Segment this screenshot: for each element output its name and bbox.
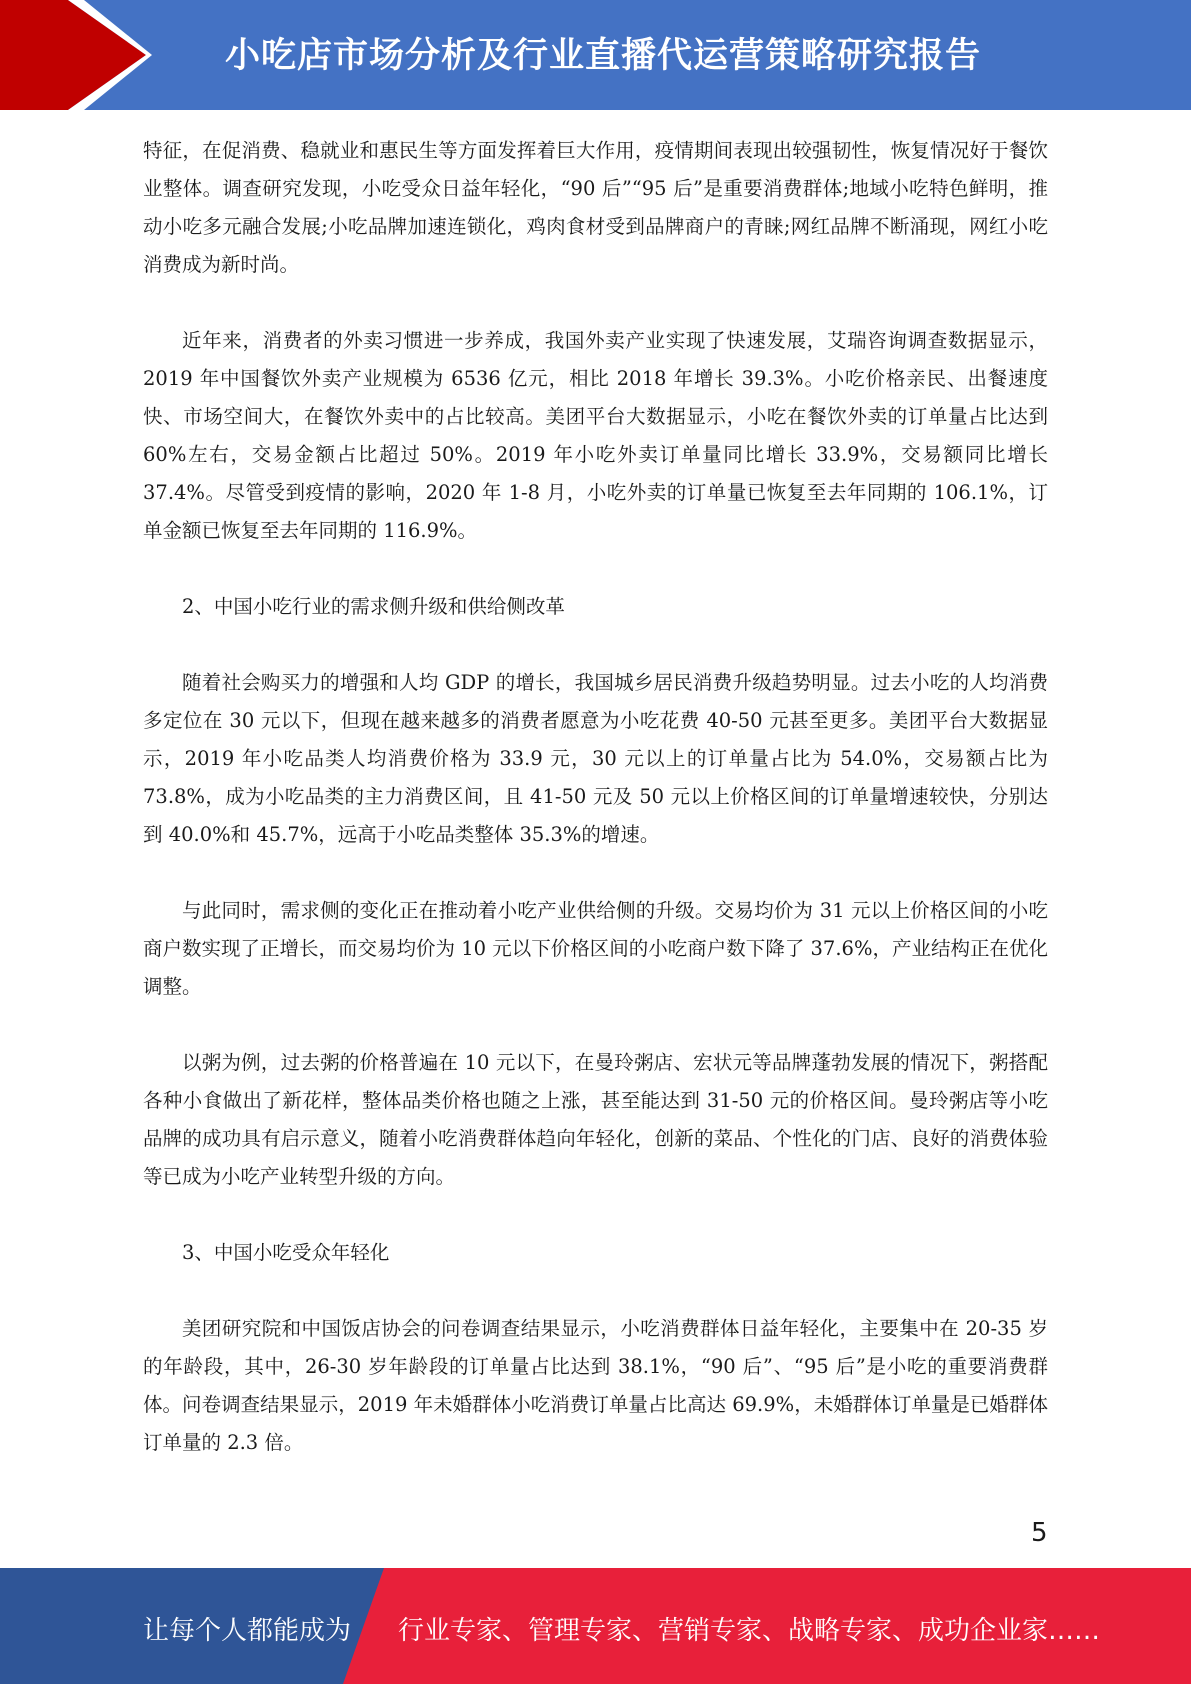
- section-heading-3: 3、中国小吃受众年轻化: [182, 1241, 390, 1264]
- report-body: [143, 132, 1048, 1500]
- report-title: 小吃店市场分析及行业直播代运营策略研究报告: [225, 36, 982, 76]
- page-footer: [0, 1568, 1191, 1684]
- paragraph-supply-side: 与此同时，需求侧的变化正在推动着小吃产业供给侧的升级。交易均价为 31 元以上价格区间的小吃商户数实现了正增长，而交易均价为 10 元以下价格区间的小吃商户数下降了 37.6%，产业结构正在优化调整。: [143, 899, 1048, 998]
- page-header: [0, 0, 1191, 110]
- footer-slogan-left: 让每个人都能成为: [143, 1616, 352, 1646]
- footer-slogan-right: 行业专家、管理专家、营销专家、战略专家、成功企业家……: [398, 1616, 1101, 1646]
- paragraph-consumption-upgrade: 随着社会购买力的增强和人均 GDP 的增长，我国城乡居民消费升级趋势明显。过去小吃的人均消费多定位在 30 元以下，但现在越来越多的消费者愿意为小吃花费 40-50 元甚至更多。美团平台大数据显示，2019 年小吃品类人均消费价格为 33.9 元，30 元以上的订单量占比为 54.0%，交易额占比为 73.8%，成为小吃品类的主力消费区间，且 41-50 元及 50 元以上价格区间的订单量增速较快，分别达到 40.0%和 45.7%，远高于小吃品类整体 35.3%的增速。: [143, 671, 1048, 846]
- header-red-arrow: [0, 0, 146, 110]
- paragraph-congee-example: 以粥为例，过去粥的价格普遍在 10 元以下，在曼玲粥店、宏状元等品牌蓬勃发展的情况下，粥搭配各种小食做出了新花样，整体品类价格也随之上涨，甚至能达到 31-50 元的价格区间。曼玲粥店等小吃品牌的成功具有启示意义，随着小吃消费群体趋向年轻化，创新的菜品、个性化的门店、良好的消费体验等已成为小吃产业转型升级的方向。: [143, 1051, 1048, 1188]
- paragraph-young-audience: 美团研究院和中国饭店协会的问卷调查结果显示，小吃消费群体日益年轻化，主要集中在 20-35 岁的年龄段，其中，26-30 岁年龄段的订单量占比达到 38.1%，“90 后”、“95 后”是小吃的重要消费群体。问卷调查结果显示，2019 年未婚群体小吃消费订单量占比高达 69.9%，未婚群体订单量是已婚群体订单量的 2.3 倍。: [143, 1317, 1048, 1454]
- paragraph-continuation: 特征，在促消费、稳就业和惠民生等方面发挥着巨大作用，疫情期间表现出较强韧性，恢复情况好于餐饮业整体。调查研究发现，小吃受众日益年轻化，“90 后”“95 后”是重要消费群体;地域小吃特色鲜明，推动小吃多元融合发展;小吃品牌加速连锁化，鸡肉食材受到品牌商户的青睐;网红品牌不断涌现，网红小吃消费成为新时尚。: [143, 139, 1048, 276]
- section-heading-2: 2、中国小吃行业的需求侧升级和供给侧改革: [182, 595, 565, 618]
- page-number: 5: [1031, 1518, 1048, 1548]
- paragraph-takeout: 近年来，消费者的外卖习惯进一步养成，我国外卖产业实现了快速发展，艾瑞咨询调查数据显示，2019 年中国餐饮外卖产业规模为 6536 亿元，相比 2018 年增长 39.3%。小吃价格亲民、出餐速度快、市场空间大，在餐饮外卖中的占比较高。美团平台大数据显示，小吃在餐饮外卖的订单量占比达到 60%左右，交易金额占比超过 50%。2019 年小吃外卖订单量同比增长 33.9%，交易额同比增长 37.4%。尽管受到疫情的影响，2020 年 1-8 月，小吃外卖的订单量已恢复至去年同期的 106.1%，订单金额已恢复至去年同期的 116.9%。: [143, 329, 1048, 542]
